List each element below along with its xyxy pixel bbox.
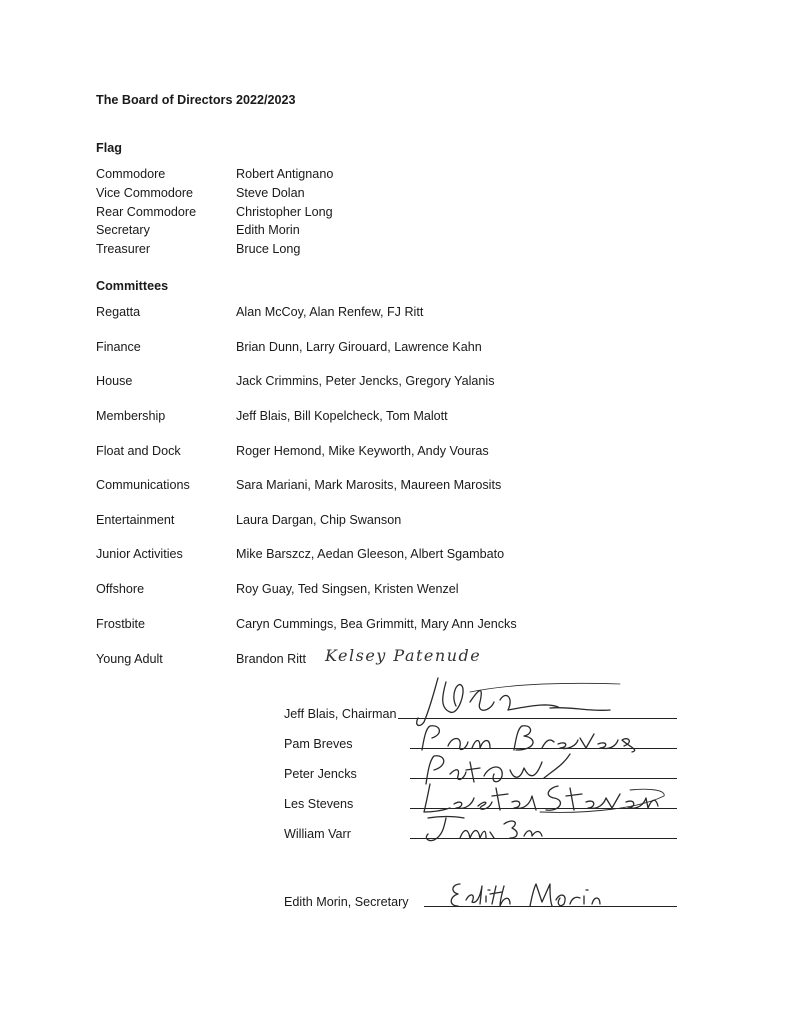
- committee-name: Offshore: [96, 582, 145, 596]
- signature-william-varr: [420, 808, 570, 848]
- signatory-label: Peter Jencks: [284, 767, 357, 781]
- officer-role: Vice Commodore: [96, 186, 194, 200]
- officer-role: Rear Commodore: [96, 205, 197, 219]
- committee-name: Young Adult: [96, 652, 163, 666]
- committees-heading: Committees: [96, 279, 169, 293]
- committee-members: Roger Hemond, Mike Keyworth, Andy Vouras: [236, 444, 489, 458]
- committee-name: Frostbite: [96, 617, 145, 631]
- signatory-label: Pam Breves: [284, 737, 353, 751]
- flag-heading: Flag: [96, 141, 122, 155]
- signatory-label: Jeff Blais, Chairman: [284, 707, 397, 721]
- committee-members: Laura Dargan, Chip Swanson: [236, 513, 402, 527]
- committee-name: Membership: [96, 409, 166, 423]
- committee-members: Jack Crimmins, Peter Jencks, Gregory Yalanis: [236, 374, 495, 388]
- officer-name: Bruce Long: [236, 242, 301, 256]
- committee-members: Mike Barszcz, Aedan Gleeson, Albert Sgambato: [236, 547, 505, 561]
- committee-name: Communications: [96, 478, 190, 492]
- committee-members: Caryn Cummings, Bea Grimmitt, Mary Ann Jencks: [236, 617, 517, 631]
- committee-members: Brandon Ritt: [236, 652, 307, 666]
- secretary-label: Edith Morin, Secretary: [284, 895, 409, 909]
- committee-members: Alan McCoy, Alan Renfew, FJ Ritt: [236, 305, 424, 319]
- document-title: The Board of Directors 2022/2023: [96, 93, 296, 107]
- officer-name: Christopher Long: [236, 205, 333, 219]
- committee-name: Regatta: [96, 305, 141, 319]
- committee-name: Junior Activities: [96, 547, 183, 561]
- signatory-label: Les Stevens: [284, 797, 354, 811]
- committee-members: Roy Guay, Ted Singsen, Kristen Wenzel: [236, 582, 459, 596]
- committee-members: Sara Mariani, Mark Marosits, Maureen Marosits: [236, 478, 502, 492]
- officer-name: Edith Morin: [236, 223, 300, 237]
- committee-members: Jeff Blais, Bill Kopelcheck, Tom Malott: [236, 409, 448, 423]
- signatory-label: William Varr: [284, 827, 351, 841]
- committee-name: Float and Dock: [96, 444, 181, 458]
- handwritten-addition: Kelsey Patenude: [325, 646, 482, 665]
- officer-role: Commodore: [96, 167, 166, 181]
- committee-name: Finance: [96, 340, 141, 354]
- committee-name: House: [96, 374, 133, 388]
- officer-role: Treasurer: [96, 242, 151, 256]
- committee-name: Entertainment: [96, 513, 175, 527]
- signature-edith-morin: [444, 878, 604, 912]
- committee-members: Brian Dunn, Larry Girouard, Lawrence Kahn: [236, 340, 482, 354]
- officer-name: Robert Antignano: [236, 167, 334, 181]
- officer-role: Secretary: [96, 223, 150, 237]
- officer-name: Steve Dolan: [236, 186, 305, 200]
